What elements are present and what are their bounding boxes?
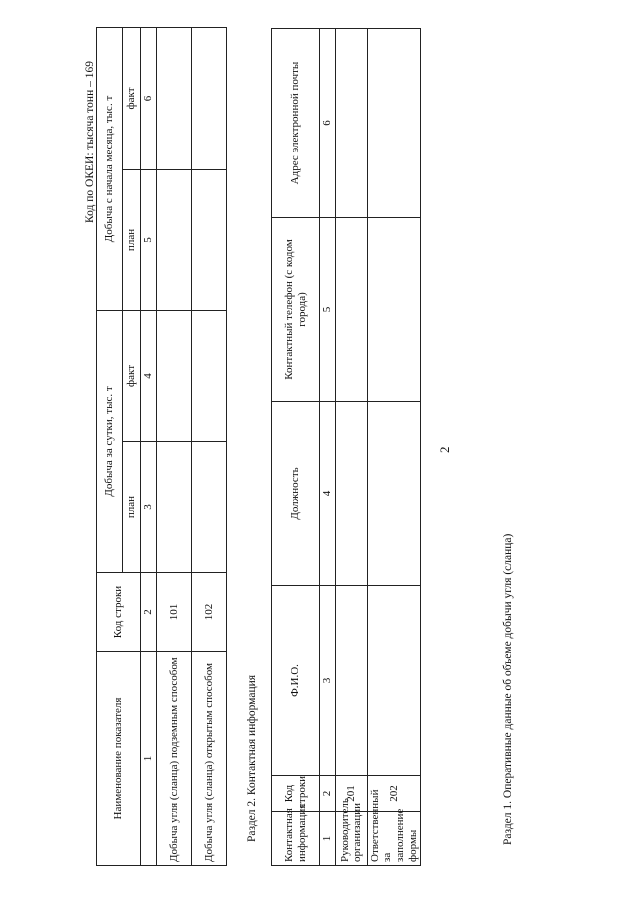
email-cell[interactable] [335,29,367,218]
header-row-code: Код строки [97,573,141,652]
header-daily: Добыча за сутки, тыс. т [97,310,123,572]
col-number: 5 [141,169,157,310]
header-monthly-fact: факт [123,27,141,169]
header-row-code: Код строки [272,776,320,812]
col-number: 6 [320,29,336,218]
header-email: Адрес электронной почты [272,29,320,218]
col-number: 4 [320,402,336,586]
contacts-table [271,28,421,866]
monthly-plan-cell[interactable] [157,169,192,310]
contact-role: Руководитель организации [335,812,367,866]
col-number: 1 [320,812,336,866]
header-position: Должность [272,402,320,586]
monthly-fact-cell[interactable] [157,27,192,169]
col-number: 3 [320,586,336,776]
phone-cell[interactable] [335,218,367,402]
fio-cell[interactable] [335,586,367,776]
position-cell[interactable] [367,402,421,586]
header-daily-plan: план [123,442,141,573]
section2-title: Раздел 2. Контактная информация [246,674,258,842]
daily-plan-cell[interactable] [192,442,227,573]
row-code: 202 [367,776,421,812]
email-cell[interactable] [367,29,421,218]
monthly-fact-cell[interactable] [192,27,227,169]
header-phone: Контактный телефон (с кодом города) [272,218,320,402]
header-monthly: Добыча с начала месяца, тыс. т [97,27,123,310]
daily-fact-cell[interactable] [157,310,192,441]
col-number: 2 [141,573,157,652]
header-fio: Ф.И.О. [272,586,320,776]
okei-code: Код по ОКЕИ: тысяча тонн – 169 [84,61,96,223]
header-monthly-plan: план [123,169,141,310]
col-number: 5 [320,218,336,402]
daily-plan-cell[interactable] [157,442,192,573]
daily-fact-cell[interactable] [192,310,227,441]
col-number: 6 [141,27,157,169]
table-row [192,27,227,865]
section1-title: Раздел 1. Оперативные данные об объеме добычи угля (сланца) [502,533,514,845]
fio-cell[interactable] [367,586,421,776]
header-contact-info: Контактная информация [272,812,320,866]
col-number: 1 [141,652,157,866]
position-cell[interactable] [335,402,367,586]
indicator-name: Добыча угля (сланца) подземным способом [157,652,192,866]
row-code: 201 [335,776,367,812]
row-code: 101 [157,573,192,652]
phone-cell[interactable] [367,218,421,402]
table-row [157,27,192,865]
production-table [96,27,227,866]
table-row [335,29,367,866]
col-number: 2 [320,776,336,812]
col-number: 4 [141,310,157,441]
col-number: 3 [141,442,157,573]
row-code: 102 [192,573,227,652]
header-daily-fact: факт [123,310,141,441]
header-indicator-name: Наименование показателя [97,652,141,866]
monthly-plan-cell[interactable] [192,169,227,310]
contact-role: Ответственный за заполнение формы [367,812,421,866]
page-number: 2 [437,446,452,453]
indicator-name: Добыча угля (сланца) открытым способом [192,652,227,866]
table-row [367,29,421,866]
